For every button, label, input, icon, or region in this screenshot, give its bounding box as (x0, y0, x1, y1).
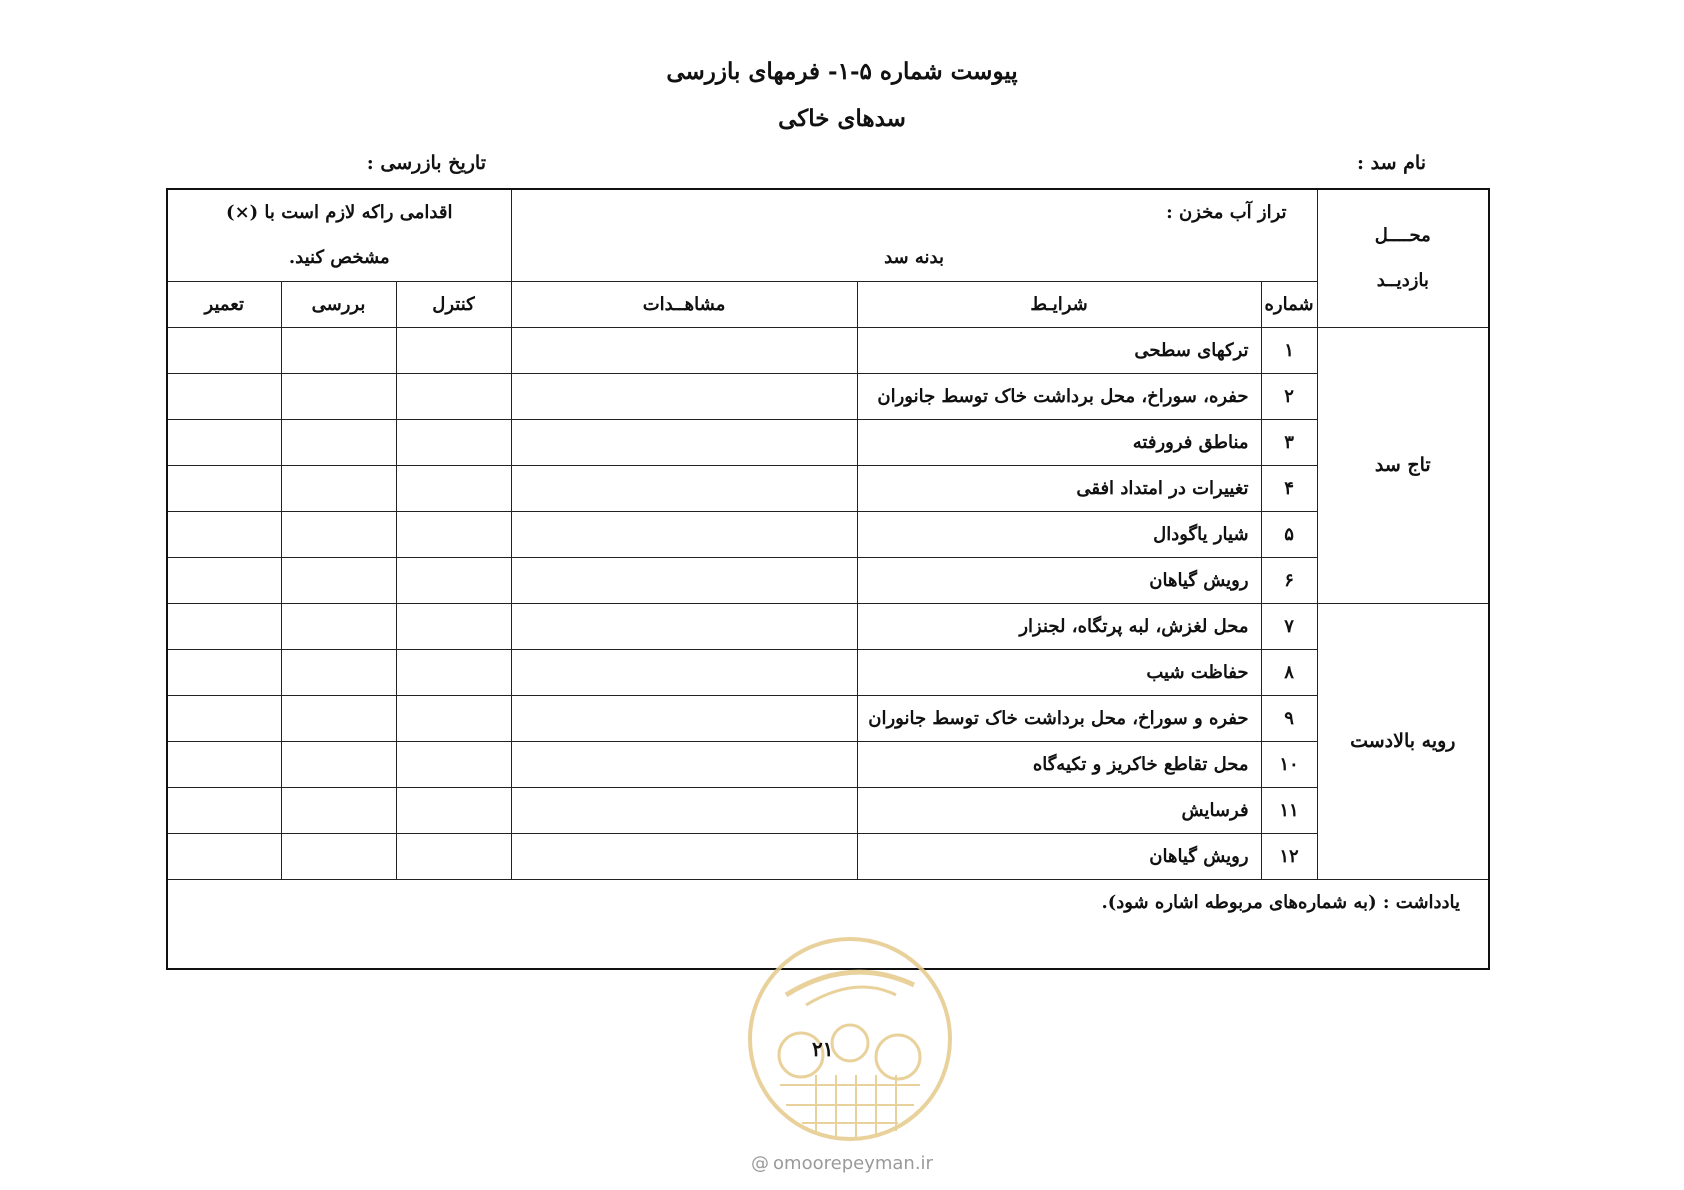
visit-location-header (1317, 189, 1489, 327)
review-cell[interactable] (281, 511, 396, 557)
repair-cell[interactable] (167, 465, 281, 511)
note-label: یادداشت : (به شماره‌های مربوطه اشاره شود). (1101, 891, 1461, 913)
control-cell[interactable] (396, 741, 511, 787)
control-cell[interactable] (396, 511, 511, 557)
row-condition: رویش گیاهان (857, 833, 1261, 879)
visit-location-line-1: محــــل (1374, 225, 1431, 247)
repair-cell[interactable] (167, 741, 281, 787)
location-crest: تاج سد (1317, 327, 1489, 603)
visit-location-line-2: بازدیــد (1376, 270, 1429, 292)
site-footer (0, 1153, 1684, 1174)
row-condition: محل تقاطع خاکریز و تکیه‌گاه (857, 741, 1261, 787)
row-number: ۱ (1261, 327, 1317, 373)
row-number: ۸ (1261, 649, 1317, 695)
review-cell[interactable] (281, 787, 396, 833)
action-instruction-line-1: اقدامی راکه لازم است با (×) (226, 202, 453, 224)
row-number: ۴ (1261, 465, 1317, 511)
observations-cell[interactable] (511, 419, 857, 465)
column-header-review: بررسی (281, 281, 396, 327)
control-cell[interactable] (396, 787, 511, 833)
column-header-conditions: شرایـط (857, 281, 1261, 327)
repair-cell[interactable] (167, 511, 281, 557)
row-condition: رویش گیاهان (857, 557, 1261, 603)
location-upstream-face: رویه بالادست (1317, 603, 1489, 879)
row-number: ۲ (1261, 373, 1317, 419)
row-condition: تغییرات در امتداد افقی (857, 465, 1261, 511)
row-condition: حفاظت شیب (857, 649, 1261, 695)
control-cell[interactable] (396, 649, 511, 695)
review-cell[interactable] (281, 741, 396, 787)
repair-cell[interactable] (167, 695, 281, 741)
table-row (167, 603, 1489, 649)
control-cell[interactable] (396, 465, 511, 511)
row-number: ۵ (1261, 511, 1317, 557)
control-cell[interactable] (396, 557, 511, 603)
control-cell[interactable] (396, 327, 511, 373)
observations-cell[interactable] (511, 649, 857, 695)
row-condition: حفره، سوراخ، محل برداشت خاک توسط جانوران (857, 373, 1261, 419)
review-cell[interactable] (281, 557, 396, 603)
observations-cell[interactable] (511, 741, 857, 787)
review-cell[interactable] (281, 419, 396, 465)
table-row (167, 419, 1489, 465)
row-number: ۳ (1261, 419, 1317, 465)
observations-cell[interactable] (511, 603, 857, 649)
repair-cell[interactable] (167, 603, 281, 649)
table-row (167, 833, 1489, 879)
table-row (167, 649, 1489, 695)
review-cell[interactable] (281, 603, 396, 649)
table-row (167, 787, 1489, 833)
observations-cell[interactable] (511, 557, 857, 603)
inspection-date-label: تاریخ بازرسی : (366, 152, 486, 174)
row-condition: ترکهای سطحی (857, 327, 1261, 373)
row-number: ۶ (1261, 557, 1317, 603)
table-row (167, 511, 1489, 557)
reservoir-level-label: تراز آب مخزن : (1166, 202, 1287, 224)
observations-cell[interactable] (511, 327, 857, 373)
row-condition: حفره و سوراخ، محل برداشت خاک توسط جانوران (857, 695, 1261, 741)
observations-cell[interactable] (511, 833, 857, 879)
omoore-peyman-logo-watermark (746, 935, 954, 1143)
page-number: ۲۱ (812, 1037, 834, 1061)
table-row (167, 373, 1489, 419)
inspection-form-table (166, 188, 1490, 970)
review-cell[interactable] (281, 327, 396, 373)
repair-cell[interactable] (167, 327, 281, 373)
site-url: omoorepeyman.ir (773, 1153, 933, 1174)
observations-cell[interactable] (511, 373, 857, 419)
review-cell[interactable] (281, 373, 396, 419)
action-instruction-line-2: مشخص کنید. (288, 247, 390, 269)
control-cell[interactable] (396, 419, 511, 465)
review-cell[interactable] (281, 695, 396, 741)
repair-cell[interactable] (167, 373, 281, 419)
row-condition: شیار یاگودال (857, 511, 1261, 557)
table-row (167, 741, 1489, 787)
row-number: ۷ (1261, 603, 1317, 649)
dam-name-label: نام سد : (1357, 152, 1426, 174)
page-title: پیوست شماره ۵-۱- فرمهای بازرسی (666, 58, 1018, 85)
row-number: ۱۰ (1261, 741, 1317, 787)
dam-body-header (511, 189, 1317, 281)
table-row (167, 695, 1489, 741)
control-cell[interactable] (396, 373, 511, 419)
column-header-control: کنترل (396, 281, 511, 327)
action-header (167, 189, 511, 281)
observations-cell[interactable] (511, 787, 857, 833)
review-cell[interactable] (281, 833, 396, 879)
row-number: ۹ (1261, 695, 1317, 741)
row-condition: فرسایش (857, 787, 1261, 833)
table-row (167, 557, 1489, 603)
row-condition: محل لغزش، لبه پرتگاه، لجنزار (857, 603, 1261, 649)
row-number: ۱۱ (1261, 787, 1317, 833)
repair-cell[interactable] (167, 557, 281, 603)
control-cell[interactable] (396, 833, 511, 879)
repair-cell[interactable] (167, 419, 281, 465)
repair-cell[interactable] (167, 787, 281, 833)
column-header-number: شماره (1261, 281, 1317, 327)
review-cell[interactable] (281, 465, 396, 511)
column-header-repair: تعمیر (167, 281, 281, 327)
control-cell[interactable] (396, 603, 511, 649)
row-condition: مناطق فرورفته (857, 419, 1261, 465)
row-number: ۱۲ (1261, 833, 1317, 879)
review-cell[interactable] (281, 649, 396, 695)
table-row (167, 327, 1489, 373)
repair-cell[interactable] (167, 649, 281, 695)
observations-cell[interactable] (511, 511, 857, 557)
page-subtitle: سدهای خاکی (778, 105, 906, 132)
table-row (167, 465, 1489, 511)
observations-cell[interactable] (511, 695, 857, 741)
dam-body-label: بدنه سد (884, 247, 944, 269)
observations-cell[interactable] (511, 465, 857, 511)
at-sign-icon: @ (751, 1153, 770, 1174)
control-cell[interactable] (396, 695, 511, 741)
repair-cell[interactable] (167, 833, 281, 879)
column-header-observations: مشاهــدات (511, 281, 857, 327)
